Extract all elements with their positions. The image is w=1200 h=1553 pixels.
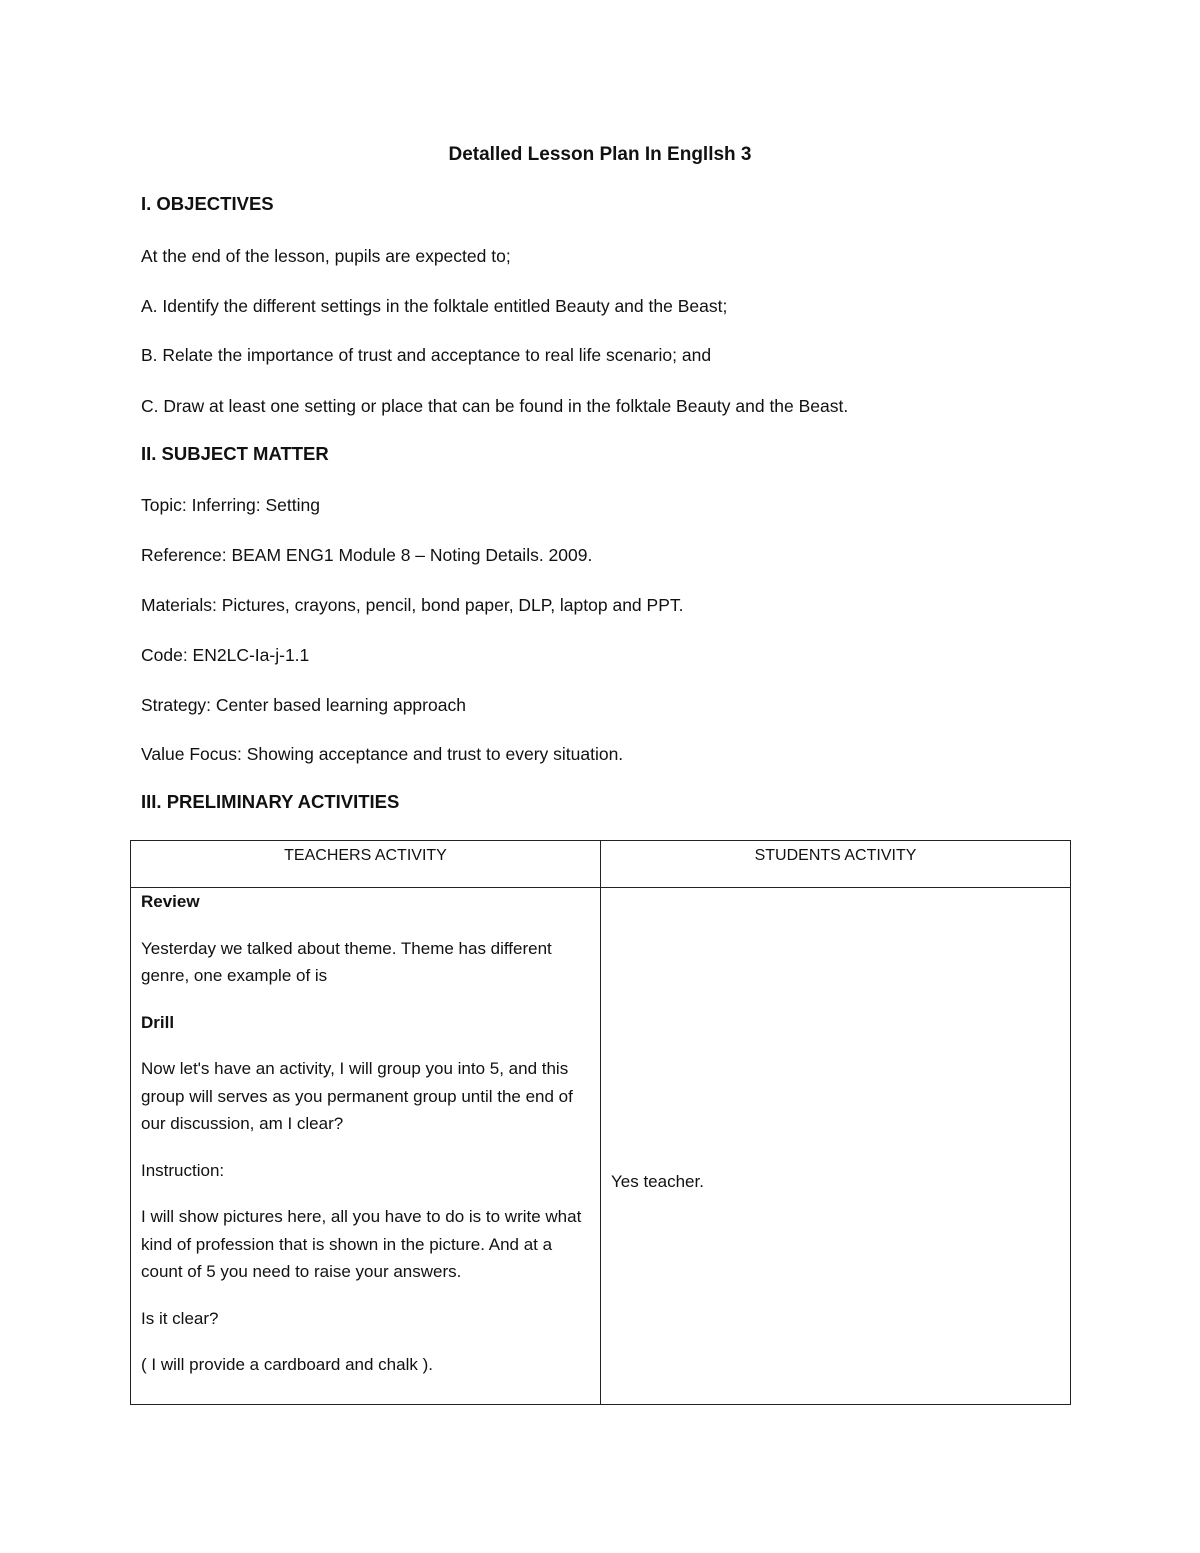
clarity-question: Is it clear? (141, 1308, 219, 1328)
preliminary-heading: III. PRELIMINARY ACTIVITIES (141, 791, 400, 812)
drill-label: Drill (141, 1012, 175, 1032)
table-header-row (131, 841, 1071, 888)
students-activity-header (601, 841, 1071, 888)
review-text: Yesterday we talked about theme. Theme has different genre, one example of is (141, 938, 552, 985)
subject-reference: Reference: BEAM ENG1 Module 8 – Noting Details. 2009. (141, 545, 593, 565)
students-activity-header-label: STUDENTS ACTIVITY (754, 847, 917, 864)
review-label: Review (141, 892, 200, 911)
teacher-activity-cell (131, 888, 601, 1405)
subject-matter-heading: II. SUBJECT MATTER (141, 443, 329, 464)
student-answer: Yes teacher. (611, 1172, 704, 1191)
subject-value-focus: Value Focus: Showing acceptance and trust to every situation. (141, 744, 624, 764)
table-row (131, 888, 1071, 1405)
objectives-heading: I. OBJECTIVES (141, 193, 274, 214)
activities-table (130, 840, 1071, 1405)
subject-topic: Topic: Inferring: Setting (141, 495, 320, 515)
student-activity-cell (601, 888, 1071, 1405)
teachers-activity-header (131, 841, 601, 888)
instruction-text: I will show pictures here, all you have to do is to write what kind of profession that is shown in the picture. And at a count of 5 you need to raise your answers. (141, 1207, 582, 1281)
subject-strategy: Strategy: Center based learning approach (141, 695, 466, 715)
objectives-intro: At the end of the lesson, pupils are expected to; (141, 246, 511, 266)
subject-code: Code: EN2LC-Ia-j-1.1 (141, 645, 310, 665)
materials-note: ( I will provide a cardboard and chalk ). (141, 1355, 433, 1374)
teachers-activity-header-label: TEACHERS ACTIVITY (284, 847, 447, 864)
objective-item-a: A. Identify the different settings in the folktale entitled Beauty and the Beast; (141, 296, 728, 316)
drill-text: Now let's have an activity, I will group you into 5, and this group will serves as you permanent group until the end of our discussion, am I clear? (141, 1059, 573, 1133)
instruction-label: Instruction: (141, 1160, 225, 1180)
objective-item-c: C. Draw at least one setting or place that can be found in the folktale Beauty and the Beast. (141, 396, 849, 416)
objective-item-b: B. Relate the importance of trust and acceptance to real life scenario; and (141, 345, 712, 365)
subject-materials: Materials: Pictures, crayons, pencil, bond paper, DLP, laptop and PPT. (141, 595, 684, 615)
document-title: Detalled Lesson Plan In Engllsh 3 (448, 144, 752, 165)
